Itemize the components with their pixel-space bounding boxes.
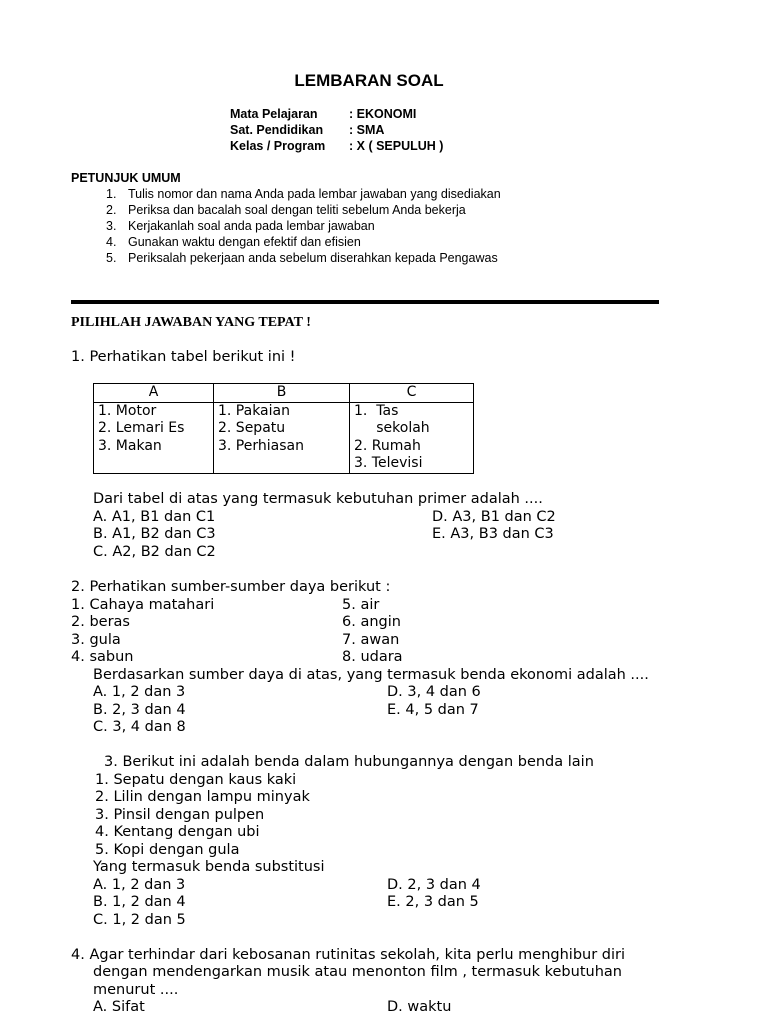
q1-option-e: E. A3, B3 dan C3 bbox=[432, 526, 554, 542]
q4-option-a: A. Sifat bbox=[93, 999, 145, 1015]
q3-item: 4. Kentang dengan ubi bbox=[95, 824, 260, 840]
q2-option-b: B. 2, 3 dan 4 bbox=[93, 702, 186, 718]
q2-resource: 3. gula bbox=[71, 632, 121, 648]
q4-stem-line-2: dengan mendengarkan musik atau menonton film , termasuk kebutuhan bbox=[93, 964, 622, 980]
table-header-c: C bbox=[350, 384, 474, 403]
instruction-number: 5. bbox=[106, 251, 117, 265]
table-item: 2. Sepatu bbox=[218, 420, 286, 436]
q3-option-b: B. 1, 2 dan 4 bbox=[93, 894, 186, 910]
page-title: LEMBARAN SOAL bbox=[294, 71, 444, 90]
q2-resource: 1. Cahaya matahari bbox=[71, 597, 215, 613]
instruction-text: Kerjakanlah soal anda pada lembar jawaban bbox=[128, 219, 375, 233]
q3-item: 5. Kopi dengan gula bbox=[95, 842, 240, 858]
table-cell-a bbox=[94, 402, 214, 473]
q4-stem-line-3: menurut .... bbox=[93, 982, 179, 998]
q2-option-c: C. 3, 4 dan 8 bbox=[93, 719, 186, 735]
instruction-number: 2. bbox=[106, 203, 117, 217]
q3-question: Yang termasuk benda substitusi bbox=[93, 859, 325, 875]
q2-resource: 2. beras bbox=[71, 614, 130, 630]
q3-option-c: C. 1, 2 dan 5 bbox=[93, 912, 186, 928]
q2-resource: 5. air bbox=[342, 597, 380, 613]
table-item: sekolah bbox=[354, 420, 430, 436]
q2-option-a: A. 1, 2 dan 3 bbox=[93, 684, 186, 700]
q3-option-d: D. 2, 3 dan 4 bbox=[387, 877, 481, 893]
q4-option-d: D. waktu bbox=[387, 999, 452, 1015]
instruction-text: Periksalah pekerjaan anda sebelum diserahkan kepada Pengawas bbox=[128, 251, 498, 265]
divider-rule bbox=[71, 300, 659, 304]
table-item: 1. Pakaian bbox=[218, 402, 290, 419]
q2-question: Berdasarkan sumber daya di atas, yang termasuk benda ekonomi adalah .... bbox=[93, 667, 649, 683]
q1-option-b: B. A1, B2 dan C3 bbox=[93, 526, 216, 542]
q1-option-c: C. A2, B2 dan C2 bbox=[93, 544, 216, 560]
q3-item: 2. Lilin dengan lampu minyak bbox=[95, 789, 310, 805]
q1-question: Dari tabel di atas yang termasuk kebutuhan primer adalah .... bbox=[93, 491, 543, 507]
q1-option-a: A. A1, B1 dan C1 bbox=[93, 509, 216, 525]
q2-resource: 4. sabun bbox=[71, 649, 134, 665]
q2-resource: 7. awan bbox=[342, 632, 400, 648]
q1-option-d: D. A3, B1 dan C2 bbox=[432, 509, 556, 525]
q3-item: 3. Pinsil dengan pulpen bbox=[95, 807, 265, 823]
q3-option-a: A. 1, 2 dan 3 bbox=[93, 877, 186, 893]
meta-label-level: Sat. Pendidikan bbox=[230, 123, 324, 137]
meta-label-class: Kelas / Program bbox=[230, 139, 326, 153]
table-item: 1. Tas bbox=[354, 402, 399, 419]
section-heading: PILIHLAH JAWABAN YANG TEPAT ! bbox=[71, 315, 311, 330]
table-item: 3. Perhiasan bbox=[218, 437, 304, 454]
q2-option-e: E. 4, 5 dan 7 bbox=[387, 702, 479, 718]
instruction-number: 1. bbox=[106, 187, 117, 201]
table-item: 2. Lemari Es bbox=[98, 420, 185, 436]
meta-value-class: : X ( SEPULUH ) bbox=[349, 139, 444, 153]
table-header-a: A bbox=[94, 384, 214, 403]
q4-stem: 4. Agar terhindar dari kebosanan rutinitas sekolah, kita perlu menghibur diri bbox=[71, 947, 626, 963]
table-header-b: B bbox=[214, 384, 350, 403]
q3-stem: 3. Berikut ini adalah benda dalam hubungannya dengan benda lain bbox=[104, 754, 594, 770]
q2-stem: 2. Perhatikan sumber-sumber daya berikut : bbox=[71, 579, 391, 595]
table-item: 3. Makan bbox=[98, 437, 162, 454]
q1-stem: 1. Perhatikan tabel berikut ini ! bbox=[71, 349, 296, 365]
table-item: 2. Rumah bbox=[354, 437, 421, 454]
table-item: 3. Televisi bbox=[354, 455, 423, 471]
meta-value-level: : SMA bbox=[349, 123, 385, 137]
table-item: 1. Motor bbox=[98, 402, 157, 419]
q3-item: 1. Sepatu dengan kaus kaki bbox=[95, 772, 297, 788]
meta-label-subject: Mata Pelajaran bbox=[230, 107, 318, 121]
instructions-heading: PETUNJUK UMUM bbox=[71, 171, 181, 185]
table-cell-c bbox=[350, 402, 474, 473]
instruction-number: 4. bbox=[106, 235, 117, 249]
instruction-number: 3. bbox=[106, 219, 117, 233]
q3-option-e: E. 2, 3 dan 5 bbox=[387, 894, 479, 910]
q2-resource: 8. udara bbox=[342, 649, 403, 665]
q2-option-d: D. 3, 4 dan 6 bbox=[387, 684, 481, 700]
q2-resource: 6. angin bbox=[342, 614, 401, 630]
instruction-text: Tulis nomor dan nama Anda pada lembar jawaban yang disediakan bbox=[128, 187, 501, 201]
instruction-text: Gunakan waktu dengan efektif dan efisien bbox=[128, 235, 361, 249]
table-cell-b bbox=[214, 402, 350, 473]
meta-value-subject: : EKONOMI bbox=[349, 107, 417, 121]
q1-table bbox=[93, 383, 474, 474]
instruction-text: Periksa dan bacalah soal dengan teliti sebelum Anda bekerja bbox=[128, 203, 466, 217]
